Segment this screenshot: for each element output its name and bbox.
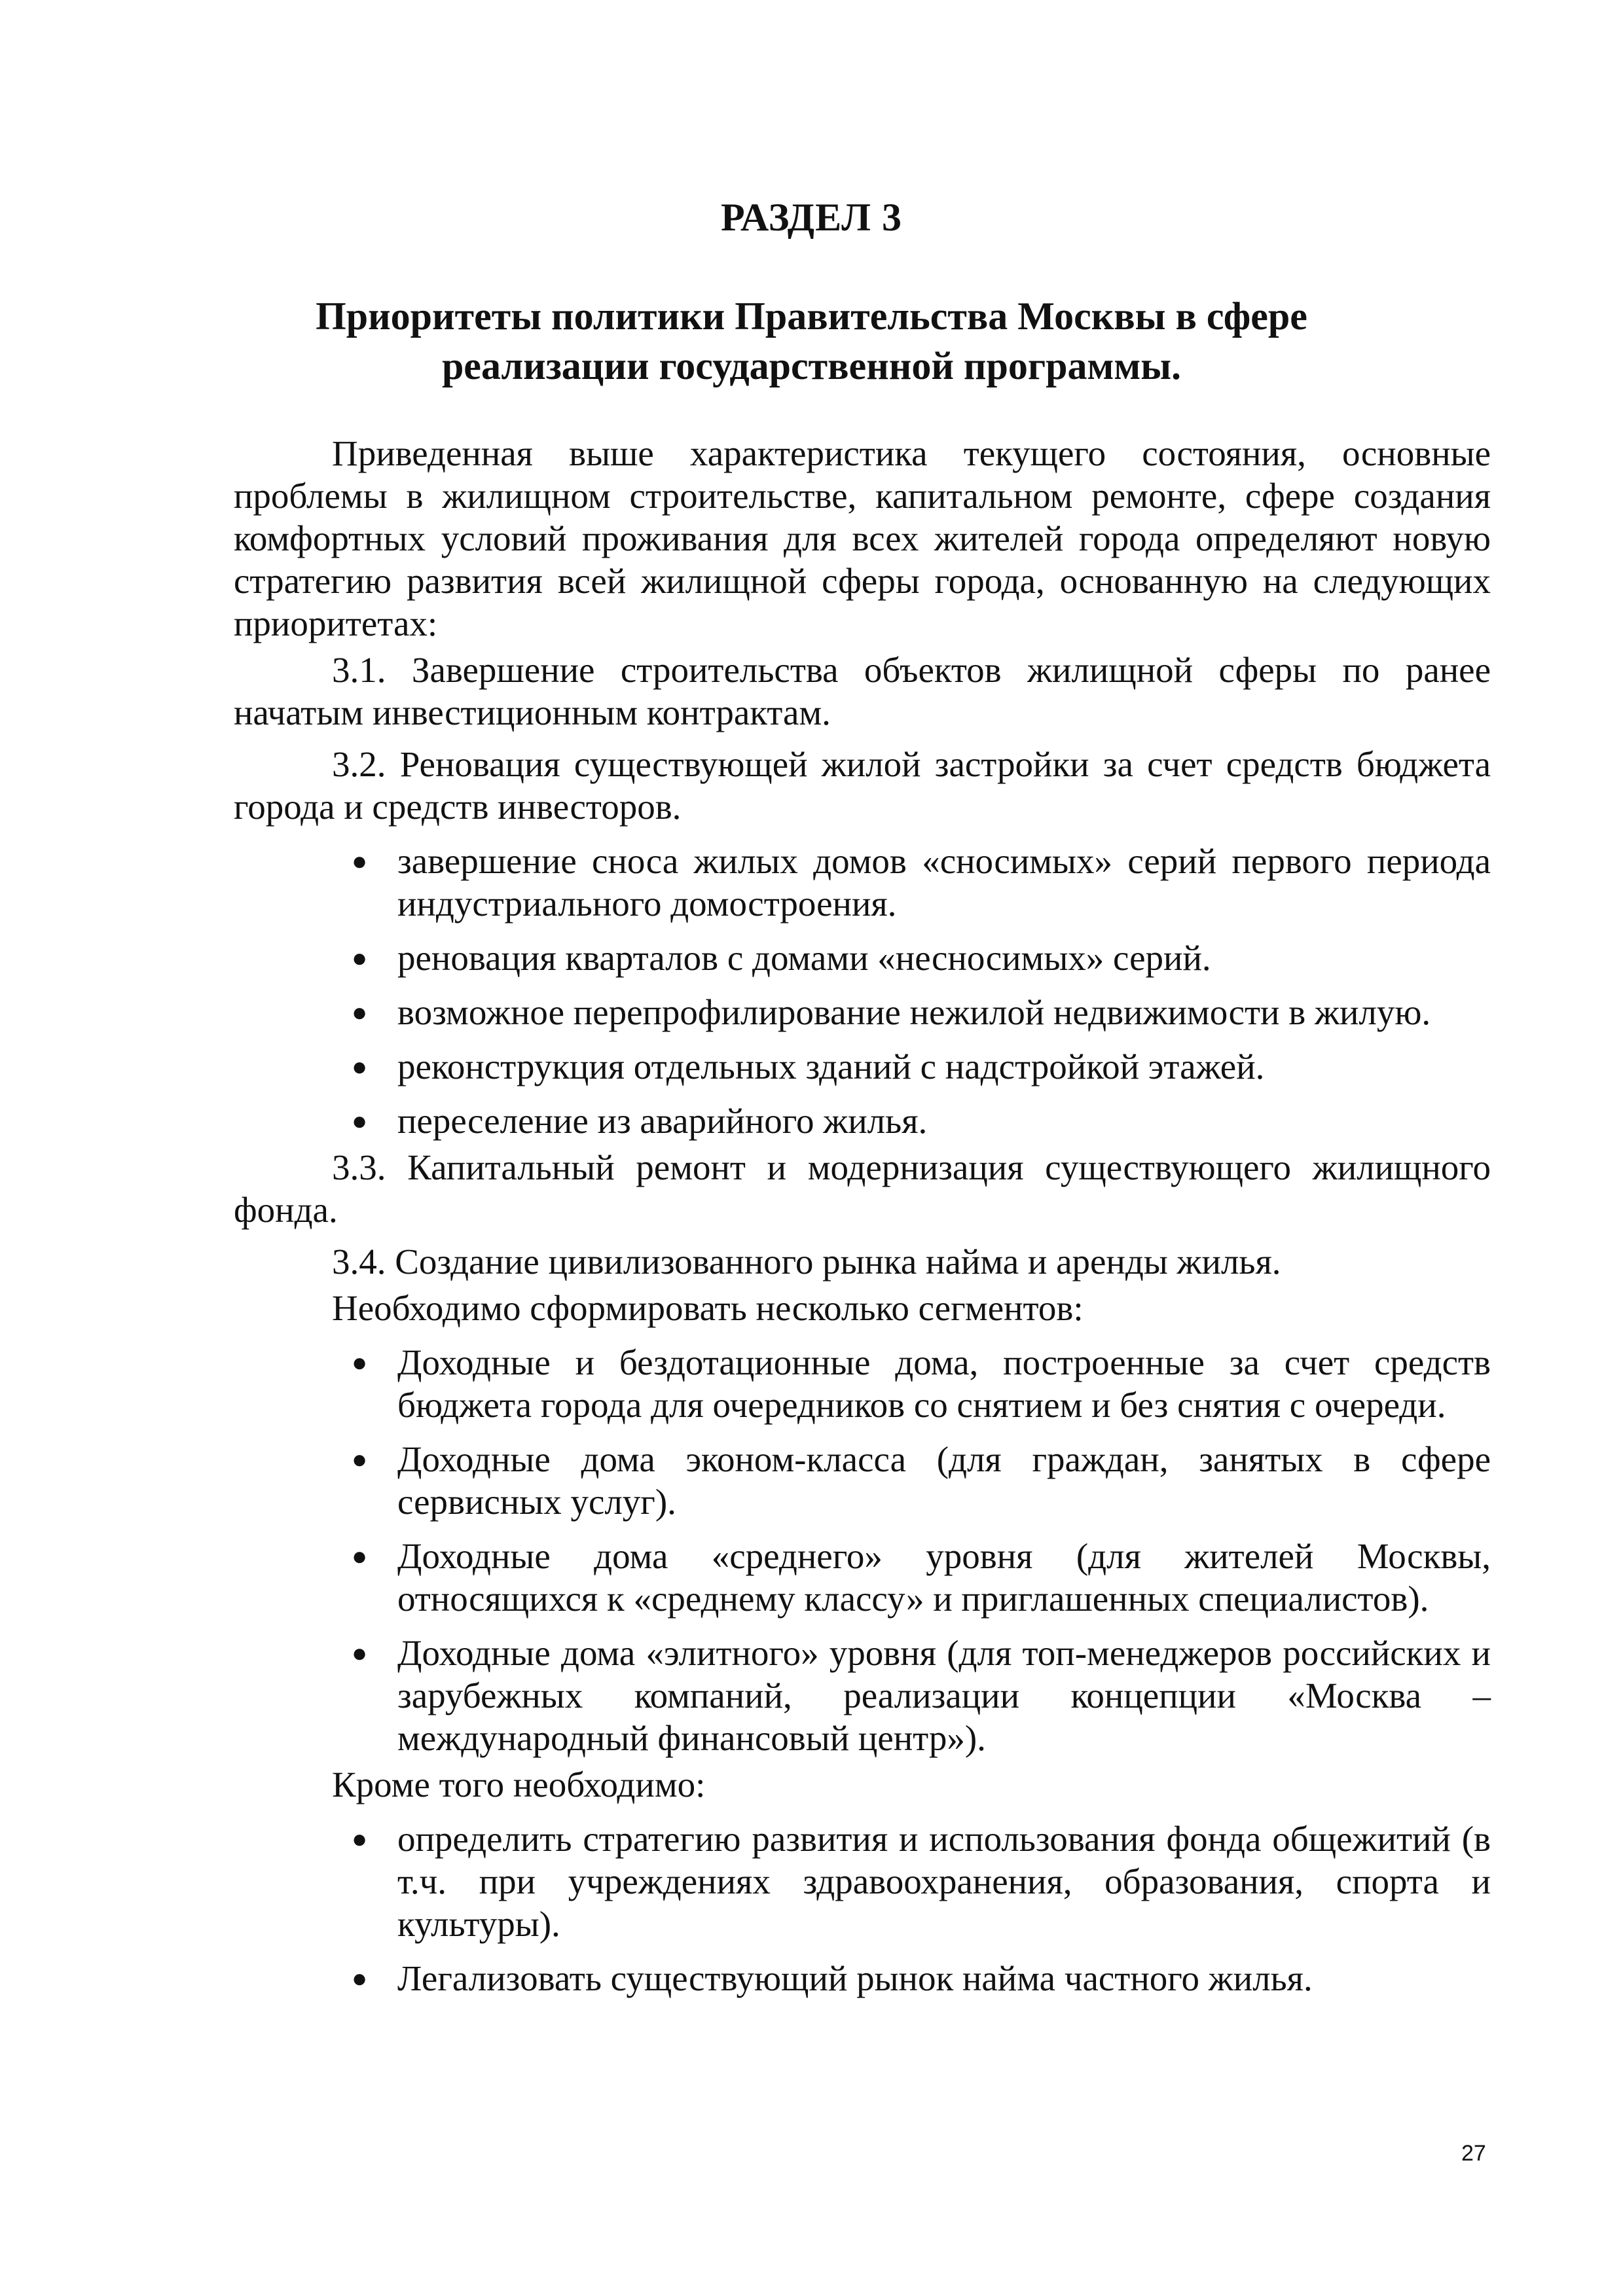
- bullet-icon: ●: [352, 997, 368, 1027]
- bullet-icon: ●: [352, 1348, 368, 1377]
- bullet-icon: ●: [352, 943, 368, 973]
- paragraph-3-1: 3.1. Завершение строительства объектов жилищной сферы по ранее начатым инвестиционным контрактам.: [234, 650, 1491, 732]
- paragraph-3-2: 3.2. Реновация существующей жилой застройки за счет средств бюджета города и средств инвесторов.: [234, 744, 1491, 827]
- bullet-icon: ●: [352, 1541, 368, 1571]
- list-item: ● завершение сноса жилых домов «сносимых» серий первого периода индустриального домостроения.: [352, 841, 1491, 924]
- bullet-icon: ●: [352, 846, 368, 876]
- list-item: ● возможное перепрофилирование нежилой недвижимости в жилую.: [352, 992, 1431, 1032]
- list-item: ● реновация кварталов с домами «несносимых» серий.: [352, 938, 1211, 978]
- bullet-icon: ●: [352, 1444, 368, 1474]
- section-heading: [0, 291, 1623, 391]
- also-intro: Кроме того необходимо:: [332, 1765, 706, 1804]
- list-item: ● Доходные дома эконом-класса (для граждан, занятых в сфере сервисных услуг).: [352, 1439, 1491, 1522]
- segments-list: [234, 1341, 1491, 1759]
- heading-line-1: Приоритеты политики Правительства Москвы в сфере: [316, 295, 1307, 338]
- list-item: ● Доходные дома «элитного» уровня (для топ-менеджеров российских и зарубежных компаний, реализации концепции «Москва – международный финансовый центр»).: [352, 1633, 1491, 1758]
- page-number: 27: [1461, 2141, 1486, 2166]
- list-item: ● Доходные дома «среднего» уровня (для жителей Москвы, относящихся к «среднему классу» и приглашенных специалистов).: [352, 1536, 1491, 1619]
- bullet-icon: ●: [352, 1638, 368, 1668]
- bullet-icon: ●: [352, 1106, 368, 1136]
- body-text: [234, 432, 1491, 2000]
- list-item: ● Легализовать существующий рынок найма частного жилья.: [352, 1958, 1313, 1998]
- heading-line-2: реализации государственной программы.: [441, 344, 1182, 387]
- bullet-icon: ●: [352, 1052, 368, 1081]
- paragraph-3-3: 3.3. Капитальный ремонт и модернизация существующего жилищного фонда.: [234, 1147, 1491, 1230]
- additional-list: [234, 1818, 1491, 2000]
- intro-paragraph: Приведенная выше характеристика текущего состояния, основные проблемы в жилищном строительстве, капитальном ремонте, сфере создания комфортных условий проживания для всех жителей города определяют новую стратегию развития всей жилищной сферы города, основанную на следующих приоритетах:: [234, 433, 1491, 643]
- list-item: ● Доходные и бездотационные дома, построенные за счет средств бюджета города для очередников со снятием и без снятия с очереди.: [352, 1342, 1491, 1425]
- segments-intro: Необходимо сформировать несколько сегментов:: [332, 1288, 1084, 1328]
- bullet-icon: ●: [352, 1964, 368, 1993]
- paragraph-3-4: 3.4. Создание цивилизованного рынка найма и аренды жилья.: [332, 1242, 1281, 1282]
- renovation-list: [234, 840, 1491, 1142]
- list-item: ● переселение из аварийного жилья.: [352, 1101, 928, 1141]
- list-item: ● определить стратегию развития и использования фонда общежитий (в т.ч. при учреждениях здравоохранения, образования, спорта и культуры).: [352, 1819, 1491, 1944]
- section-title: РАЗДЕЛ 3: [720, 196, 903, 239]
- bullet-icon: ●: [352, 1824, 368, 1854]
- list-item: ● реконструкция отдельных зданий с надстройкой этажей.: [352, 1047, 1265, 1086]
